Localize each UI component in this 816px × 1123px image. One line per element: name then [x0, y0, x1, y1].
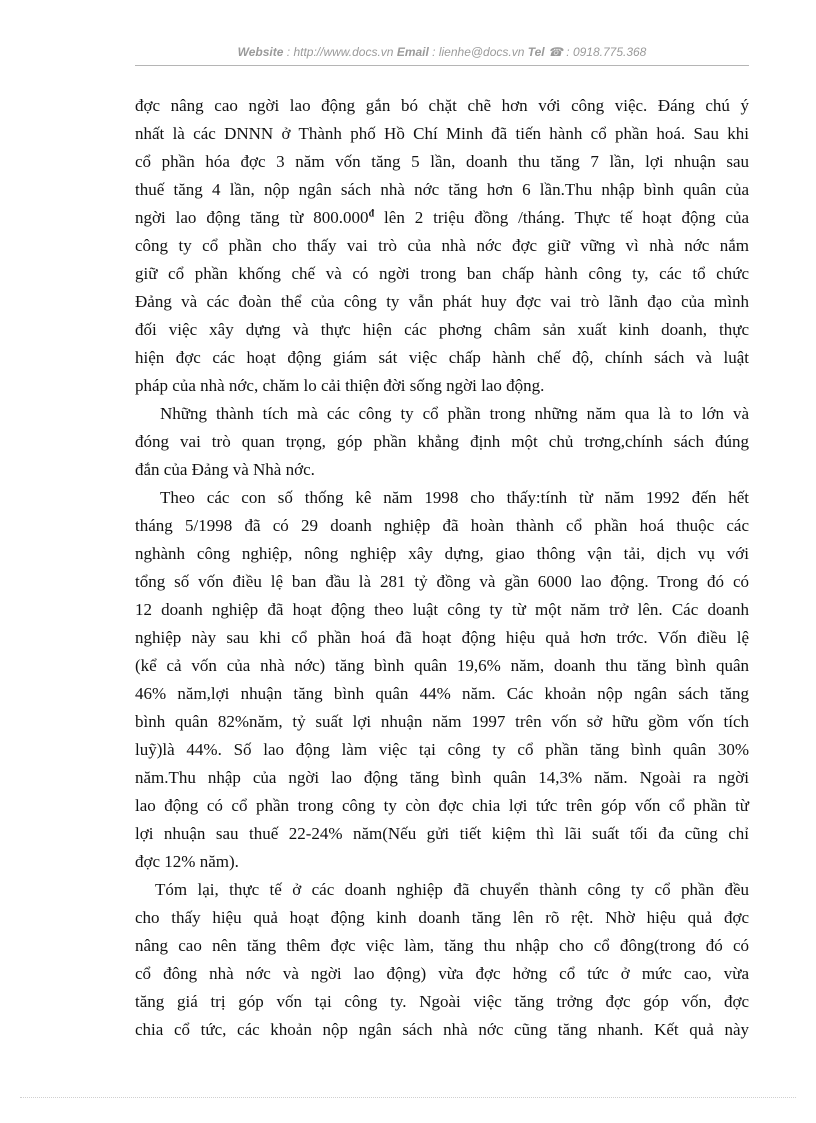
currency-superscript: đ — [368, 208, 375, 220]
text-line: tổng số vốn điều lệ ban đầu là 281 tỷ đồng và gần 6000 lao động. Trong đó có — [135, 572, 749, 591]
text-line: tháng 5/1998 đã có 29 doanh nghiệp đã hoàn thành cổ phần hoá thuộc các — [135, 516, 749, 535]
text-line: Theo các con số thống kê năm 1998 cho thấy:tính từ năm 1992 đến hết — [160, 488, 749, 507]
text-line: 46% năm,lợi nhuận tăng bình quân 44% năm. Các khoản nộp ngân sách tăng — [135, 684, 749, 703]
website-label: Website — [237, 45, 284, 59]
email-value: : lienhe@docs.vn — [428, 45, 528, 59]
text-line: cho thấy hiệu quả hoạt động kinh doanh tăng lên rõ rệt. Nhờ hiệu quả đợc — [135, 908, 749, 927]
tel-label: Tel — [527, 45, 545, 59]
text-segment: ngời lao động tăng từ 800.000 — [135, 208, 369, 227]
paragraph-1 — [135, 92, 749, 400]
text-line: 12 doanh nghiệp đã hoạt động theo luật công ty từ một năm trở lên. Các doanh — [135, 600, 749, 619]
text-line: nghành công nghiệp, nông nghiệp xây dựng, giao thông vận tải, dịch vụ với — [135, 544, 749, 563]
text-line: chia cổ tức, các khoản nộp ngân sách nhà nớc cũng tăng nhanh. Kết quả này — [135, 1020, 749, 1039]
text-line: đóng vai trò quan trọng, góp phần khẳng định một chủ trơng,chính sách đúng — [135, 432, 749, 451]
paragraph-2 — [135, 400, 749, 484]
paragraph-4 — [135, 876, 749, 1044]
text-line: nghiệp này sau khi cổ phần hoá đã hoạt động hiệu quả hơn trớc. Vốn điều lệ — [135, 628, 749, 647]
document-body — [135, 92, 749, 1044]
text-line: Tóm lại, thực tế ở các doanh nghiệp đã chuyển thành công ty cổ phần đều — [155, 880, 749, 899]
text-line: năm.Thu nhập của ngời lao động tăng bình quân 14,3% năm. Ngoài ra ngời — [135, 768, 749, 787]
text-line: đối việc xây dựng và thực hiện các phơng châm sản xuất kinh doanh, thực — [135, 320, 749, 339]
text-line: lao động có cổ phần trong công ty còn đợc chia lợi tức trên góp vốn cổ phần từ — [135, 796, 749, 815]
text-line: luỹ)là 44%. Số lao động làm việc tại công ty cổ phần tăng bình quân 30% — [135, 740, 749, 759]
website-value: : http://www.docs.vn — [283, 45, 397, 59]
text-line: bình quân 82%năm, tỷ suất lợi nhuận năm 1997 trên vốn sở hữu gồm vốn tích — [135, 712, 749, 731]
text-line: cổ đông nhà nớc và ngời lao động) vừa đợc hởng cổ tức ở mức cao, vừa — [135, 964, 749, 983]
text-line: giữ cổ phần khống chế và có ngời trong ban chấp hành công ty, các tổ chức — [135, 264, 749, 283]
text-line: nâng cao nên tăng thêm đợc việc làm, tăng thu nhập cho cổ đông(trong đó có — [135, 936, 749, 955]
text-line: thuế tăng 4 lần, nộp ngân sách nhà nớc tăng hơn 6 lần.Thu nhập bình quân của — [135, 180, 749, 199]
text-segment: lên 2 triệu đồng /tháng. Thực tế hoạt động của — [374, 208, 749, 227]
text-line: (kể cả vốn của nhà nớc) tăng bình quân 19,6% năm, doanh thu tăng bình quân — [135, 656, 749, 675]
text-line: nhất là các DNNN ở Thành phố Hồ Chí Minh đã tiến hành cổ phần hoá. Sau khi — [135, 124, 749, 143]
text-line: tăng giá trị góp vốn tại công ty. Ngoài việc tăng trởng đợc góp vốn, đợc — [135, 992, 749, 1011]
text-line: lợi nhuận sau thuế 22-24% năm(Nếu gửi tiết kiệm thì lãi suất tối đa cũng chỉ — [135, 824, 749, 843]
email-label: Email — [396, 45, 429, 59]
paragraph-3 — [135, 484, 749, 876]
tel-value: ☎ : 0918.775.368 — [544, 45, 647, 59]
text-line — [135, 204, 749, 232]
text-line: hiện đợc các hoạt động giám sát việc chấp hành chế độ, chính sách và luật — [135, 348, 749, 367]
text-line: pháp của nhà nớc, chăm lo cải thiện đời sống ngời lao động. — [135, 376, 545, 395]
header-divider — [135, 65, 749, 66]
text-line: đợc 12% năm). — [135, 852, 239, 871]
text-line: công ty cổ phần cho thấy vai trò của nhà nớc đợc giữ vững vì nhà nớc nắm — [135, 236, 749, 255]
page-header — [135, 45, 749, 59]
text-line: đắn của Đảng và Nhà nớc. — [135, 460, 315, 479]
text-line: đợc nâng cao ngời lao động gắn bó chặt chẽ hơn với công việc. Đáng chú ý — [135, 96, 749, 115]
text-line: Đảng và các đoàn thể của công ty vẫn phát huy đợc vai trò lãnh đạo của mình — [135, 292, 749, 311]
text-line: Những thành tích mà các công ty cổ phần trong những năm qua là to lớn và — [160, 404, 749, 423]
footer-divider — [20, 1097, 796, 1098]
text-line: cổ phần hóa đợc 3 năm vốn tăng 5 lần, doanh thu tăng 7 lần, lợi nhuận sau — [135, 152, 749, 171]
